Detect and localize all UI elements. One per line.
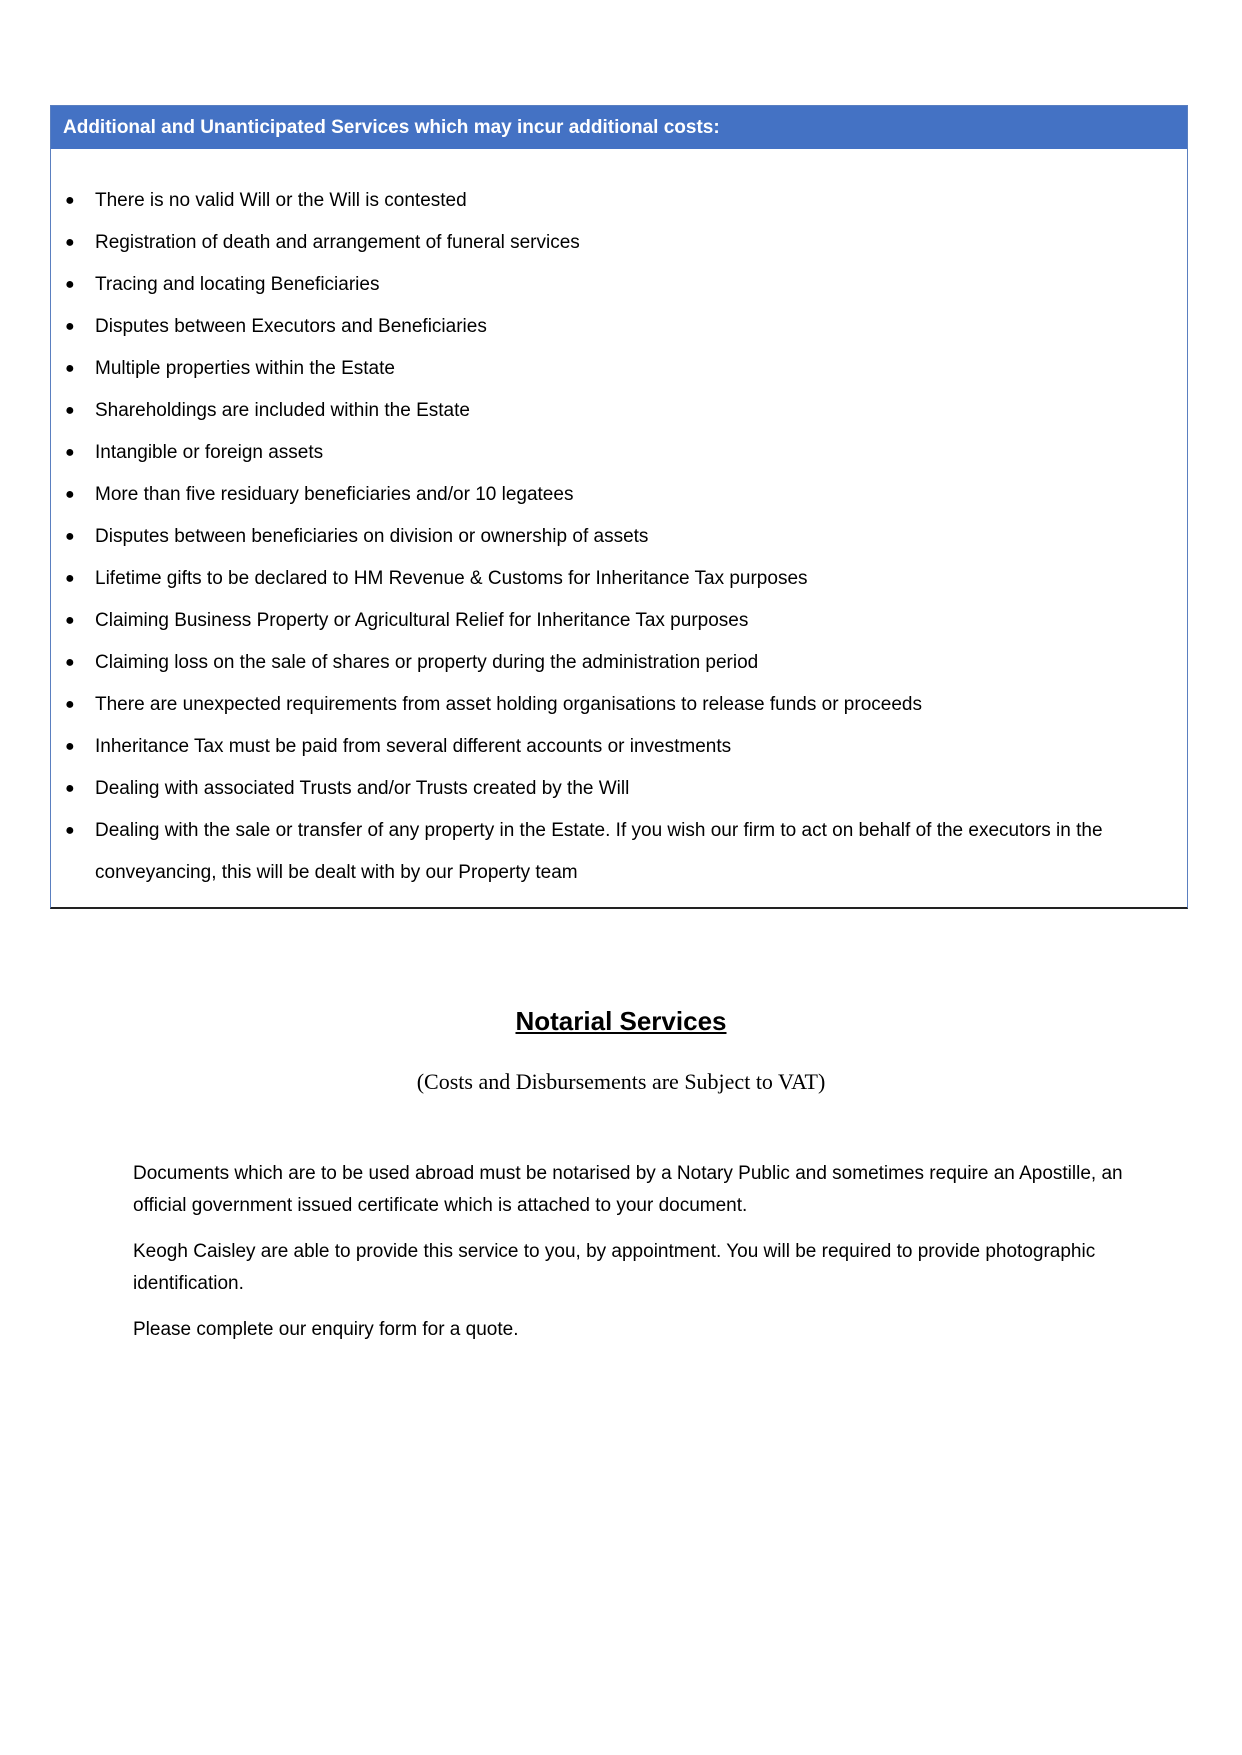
list-item <box>51 474 1187 516</box>
list-item-text: Claiming loss on the sale of shares or property during the administration period <box>95 652 759 673</box>
additional-services-box <box>50 105 1188 909</box>
list-item <box>51 348 1187 390</box>
list-item-text: Disputes between Executors and Beneficiaries <box>95 316 487 337</box>
list-item <box>51 222 1187 264</box>
bullet-icon: ● <box>65 822 75 839</box>
list-item-text: Registration of death and arrangement of funeral services <box>95 232 580 253</box>
list-item-text: Claiming Business Property or Agricultural Relief for Inheritance Tax purposes <box>95 610 749 631</box>
list-item-text: Lifetime gifts to be declared to HM Revenue & Customs for Inheritance Tax purposes <box>95 568 808 589</box>
list-item-text: There are unexpected requirements from asset holding organisations to release funds or proceeds <box>95 694 922 715</box>
list-item-text: Shareholdings are included within the Estate <box>95 400 470 421</box>
list-item-text: Dealing with associated Trusts and/or Trusts created by the Will <box>95 778 630 799</box>
paragraph: Please complete our enquiry form for a quote. <box>133 1319 519 1340</box>
bullet-icon: ● <box>65 360 75 377</box>
bullet-icon: ● <box>65 486 75 503</box>
bullet-icon: ● <box>65 570 75 587</box>
list-item <box>51 600 1187 642</box>
list-item <box>51 684 1187 726</box>
bullet-icon: ● <box>65 654 75 671</box>
bullet-icon: ● <box>65 318 75 335</box>
list-item-text: Tracing and locating Beneficiaries <box>95 274 380 295</box>
list-item <box>51 768 1187 810</box>
bullet-icon: ● <box>65 444 75 461</box>
list-item <box>51 264 1187 306</box>
notarial-services-title: Notarial Services <box>515 1006 727 1036</box>
additional-services-heading: Additional and Unanticipated Services which may incur additional costs: <box>51 106 1187 149</box>
list-item-text: Multiple properties within the Estate <box>95 358 395 379</box>
bullet-icon: ● <box>65 696 75 713</box>
list-item <box>51 810 1187 894</box>
list-item <box>51 390 1187 432</box>
list-item <box>51 516 1187 558</box>
list-item <box>51 432 1187 474</box>
list-item <box>51 306 1187 348</box>
list-item-text: Intangible or foreign assets <box>95 442 324 463</box>
paragraph: Documents which are to be used abroad must be notarised by a Notary Public and sometimes require an Apostille, an official government issued certificate which is attached to your document. <box>133 1163 1123 1216</box>
list-item-text: There is no valid Will or the Will is contested <box>95 190 467 211</box>
list-item-text: More than five residuary beneficiaries and/or 10 legatees <box>95 484 574 505</box>
list-item <box>51 180 1187 222</box>
bullet-icon: ● <box>65 612 75 629</box>
list-item-text: Disputes between beneficiaries on division or ownership of assets <box>95 526 649 547</box>
notarial-services-body <box>133 1158 1123 1360</box>
bullet-icon: ● <box>65 780 75 797</box>
bullet-icon: ● <box>65 192 75 209</box>
list-item <box>51 558 1187 600</box>
bullet-icon: ● <box>65 738 75 755</box>
notarial-services-subtitle: (Costs and Disbursements are Subject to VAT) <box>416 1069 826 1094</box>
paragraph: Keogh Caisley are able to provide this service to you, by appointment. You will be required to provide photographic identification. <box>133 1241 1096 1294</box>
list-item <box>51 642 1187 684</box>
bullet-icon: ● <box>65 234 75 251</box>
list-item-text: Dealing with the sale or transfer of any property in the Estate. If you wish our firm to act on behalf of the executors in the conveyancing, this will be dealt with by our Property team <box>95 820 1103 883</box>
additional-services-list <box>51 180 1187 894</box>
bullet-icon: ● <box>65 528 75 545</box>
bullet-icon: ● <box>65 276 75 293</box>
bullet-icon: ● <box>65 402 75 419</box>
list-item <box>51 726 1187 768</box>
list-item-text: Inheritance Tax must be paid from several different accounts or investments <box>95 736 732 757</box>
